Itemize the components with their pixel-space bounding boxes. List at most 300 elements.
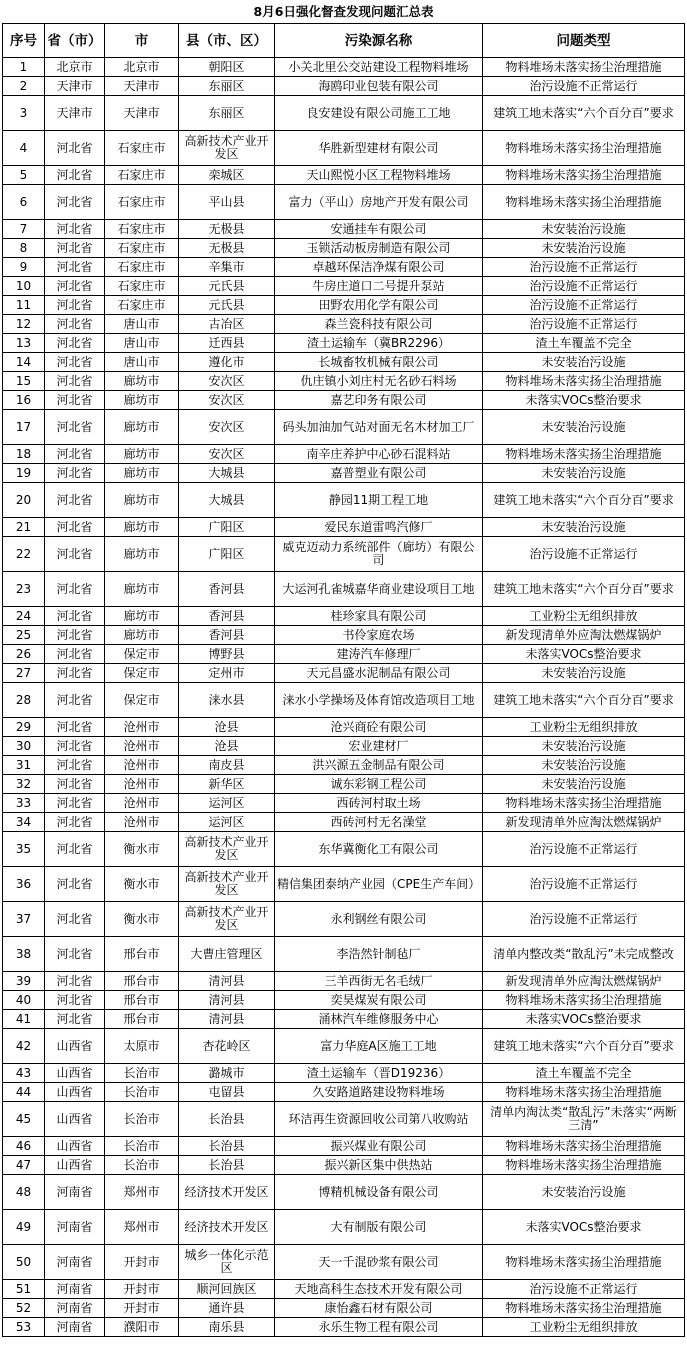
cell-county: 安次区 [179, 445, 275, 464]
cell-problem-type: 治污设施不正常运行 [483, 537, 685, 572]
table-row [3, 1245, 685, 1280]
cell-pollution-source: 桂珍家具有限公司 [275, 607, 483, 626]
cell-index: 4 [3, 131, 45, 166]
cell-county: 博野县 [179, 645, 275, 664]
cell-province: 河南省 [45, 1318, 105, 1337]
cell-city: 沧州市 [105, 737, 179, 756]
cell-province: 河北省 [45, 277, 105, 296]
table-row [3, 131, 685, 166]
cell-province: 河北省 [45, 718, 105, 737]
cell-pollution-source: 爱民东道雷鸣汽修厂 [275, 518, 483, 537]
cell-pollution-source: 森兰瓷科技有限公司 [275, 315, 483, 334]
cell-problem-type: 未安装治污设施 [483, 664, 685, 683]
cell-problem-type: 未安装治污设施 [483, 464, 685, 483]
cell-problem-type: 建筑工地未落实“六个百分百”要求 [483, 96, 685, 131]
cell-city: 廊坊市 [105, 391, 179, 410]
cell-county: 东丽区 [179, 77, 275, 96]
cell-pollution-source: 博精机械设备有限公司 [275, 1175, 483, 1210]
cell-problem-type: 未安装治污设施 [483, 518, 685, 537]
table-row [3, 1280, 685, 1299]
cell-county: 栾城区 [179, 166, 275, 185]
cell-province: 河北省 [45, 372, 105, 391]
cell-province: 河北省 [45, 315, 105, 334]
cell-index: 48 [3, 1175, 45, 1210]
cell-county: 清河县 [179, 972, 275, 991]
cell-county: 运河区 [179, 794, 275, 813]
cell-city: 长治市 [105, 1064, 179, 1083]
cell-pollution-source: 环洁再生资源回收公司第八收购站 [275, 1102, 483, 1137]
cell-index: 51 [3, 1280, 45, 1299]
inspection-table [2, 23, 685, 1337]
cell-county: 清河县 [179, 991, 275, 1010]
cell-index: 23 [3, 572, 45, 607]
cell-problem-type: 未安装治污设施 [483, 775, 685, 794]
table-row [3, 683, 685, 718]
cell-city: 长治市 [105, 1137, 179, 1156]
cell-province: 河北省 [45, 353, 105, 372]
cell-city: 天津市 [105, 96, 179, 131]
cell-county: 大城县 [179, 464, 275, 483]
cell-province: 河南省 [45, 1299, 105, 1318]
cell-province: 山西省 [45, 1137, 105, 1156]
header-index: 序号 [3, 24, 45, 58]
table-title: 8月6日强化督查发现问题汇总表 [253, 4, 434, 19]
cell-problem-type: 未安装治污设施 [483, 220, 685, 239]
table-row [3, 537, 685, 572]
cell-index: 45 [3, 1102, 45, 1137]
cell-problem-type: 未落实VOCs整治要求 [483, 1210, 685, 1245]
cell-city: 衡水市 [105, 867, 179, 902]
cell-pollution-source: 奕昊煤炭有限公司 [275, 991, 483, 1010]
cell-province: 河北省 [45, 902, 105, 937]
cell-city: 保定市 [105, 645, 179, 664]
cell-problem-type: 未安装治污设施 [483, 737, 685, 756]
cell-problem-type: 未落实VOCs整治要求 [483, 645, 685, 664]
header-province: 省（市） [45, 24, 105, 58]
cell-index: 12 [3, 315, 45, 334]
table-row [3, 572, 685, 607]
cell-province: 河北省 [45, 756, 105, 775]
table-row [3, 626, 685, 645]
table-row [3, 96, 685, 131]
cell-city: 廊坊市 [105, 626, 179, 645]
cell-problem-type: 治污设施不正常运行 [483, 296, 685, 315]
cell-pollution-source: 诚东彩钢工程公司 [275, 775, 483, 794]
cell-province: 河北省 [45, 794, 105, 813]
table-row [3, 1029, 685, 1064]
cell-pollution-source: 长城畜牧机械有限公司 [275, 353, 483, 372]
table-row [3, 737, 685, 756]
cell-problem-type: 建筑工地未落实“六个百分百”要求 [483, 572, 685, 607]
cell-problem-type: 未落实VOCs整治要求 [483, 1010, 685, 1029]
cell-county: 运河区 [179, 813, 275, 832]
cell-index: 46 [3, 1137, 45, 1156]
header-city: 市 [105, 24, 179, 58]
cell-province: 河北省 [45, 464, 105, 483]
cell-city: 石家庄市 [105, 185, 179, 220]
cell-county: 安次区 [179, 391, 275, 410]
cell-pollution-source: 田野农用化学有限公司 [275, 296, 483, 315]
cell-pollution-source: 振兴新区集中供热站 [275, 1156, 483, 1175]
table-row [3, 756, 685, 775]
cell-index: 49 [3, 1210, 45, 1245]
cell-province: 河北省 [45, 445, 105, 464]
cell-problem-type: 治污设施不正常运行 [483, 902, 685, 937]
cell-index: 10 [3, 277, 45, 296]
cell-province: 河北省 [45, 296, 105, 315]
cell-province: 河北省 [45, 334, 105, 353]
table-row [3, 391, 685, 410]
table-row [3, 372, 685, 391]
cell-problem-type: 治污设施不正常运行 [483, 277, 685, 296]
cell-problem-type: 物料堆场未落实扬尘治理措施 [483, 58, 685, 77]
cell-pollution-source: 大运河孔雀城嘉华商业建设项目工地 [275, 572, 483, 607]
table-row [3, 77, 685, 96]
cell-problem-type: 治污设施不正常运行 [483, 1280, 685, 1299]
cell-county: 沧县 [179, 718, 275, 737]
cell-city: 郑州市 [105, 1175, 179, 1210]
cell-problem-type: 治污设施不正常运行 [483, 258, 685, 277]
table-row [3, 410, 685, 445]
cell-pollution-source: 牛房庄道口二号提升泵站 [275, 277, 483, 296]
cell-pollution-source: 安通挂车有限公司 [275, 220, 483, 239]
header-row [3, 24, 685, 58]
cell-city: 廊坊市 [105, 537, 179, 572]
cell-city: 邢台市 [105, 937, 179, 972]
table-row [3, 277, 685, 296]
cell-city: 邢台市 [105, 972, 179, 991]
cell-problem-type: 物料堆场未落实扬尘治理措施 [483, 445, 685, 464]
cell-province: 山西省 [45, 1102, 105, 1137]
cell-pollution-source: 东华冀衡化工有限公司 [275, 832, 483, 867]
cell-county: 无极县 [179, 220, 275, 239]
cell-pollution-source: 嘉艺印务有限公司 [275, 391, 483, 410]
cell-county: 无极县 [179, 239, 275, 258]
cell-pollution-source: 小关北里公交站建设工程物料堆场 [275, 58, 483, 77]
cell-province: 河北省 [45, 572, 105, 607]
cell-pollution-source: 海鸥印业包装有限公司 [275, 77, 483, 96]
cell-county: 元氏县 [179, 277, 275, 296]
cell-index: 52 [3, 1299, 45, 1318]
cell-city: 郑州市 [105, 1210, 179, 1245]
cell-problem-type: 未安装治污设施 [483, 410, 685, 445]
cell-city: 廊坊市 [105, 372, 179, 391]
cell-pollution-source: 天一千混砂浆有限公司 [275, 1245, 483, 1280]
cell-city: 廊坊市 [105, 572, 179, 607]
cell-city: 长治市 [105, 1156, 179, 1175]
cell-province: 山西省 [45, 1156, 105, 1175]
cell-index: 24 [3, 607, 45, 626]
cell-index: 19 [3, 464, 45, 483]
cell-city: 邢台市 [105, 991, 179, 1010]
cell-county: 高新技术产业开发区 [179, 867, 275, 902]
cell-county: 长治县 [179, 1156, 275, 1175]
cell-problem-type: 治污设施不正常运行 [483, 315, 685, 334]
cell-province: 河北省 [45, 131, 105, 166]
cell-city: 石家庄市 [105, 296, 179, 315]
cell-index: 15 [3, 372, 45, 391]
cell-province: 天津市 [45, 96, 105, 131]
cell-index: 27 [3, 664, 45, 683]
table-row [3, 58, 685, 77]
cell-province: 河北省 [45, 518, 105, 537]
table-row [3, 1137, 685, 1156]
cell-pollution-source: 码头加油加气站对面无名木材加工厂 [275, 410, 483, 445]
cell-city: 开封市 [105, 1280, 179, 1299]
cell-pollution-source: 富力（平山）房地产开发有限公司 [275, 185, 483, 220]
cell-county: 清河县 [179, 1010, 275, 1029]
cell-index: 6 [3, 185, 45, 220]
cell-city: 开封市 [105, 1245, 179, 1280]
cell-province: 河北省 [45, 737, 105, 756]
table-row [3, 220, 685, 239]
table-row [3, 296, 685, 315]
cell-county: 高新技术产业开发区 [179, 902, 275, 937]
cell-pollution-source: 西砖河村无名澡堂 [275, 813, 483, 832]
cell-index: 47 [3, 1156, 45, 1175]
cell-city: 保定市 [105, 664, 179, 683]
cell-pollution-source: 良安建设有限公司施工工地 [275, 96, 483, 131]
cell-province: 河北省 [45, 813, 105, 832]
cell-index: 28 [3, 683, 45, 718]
cell-city: 廊坊市 [105, 518, 179, 537]
cell-city: 沧州市 [105, 813, 179, 832]
cell-province: 河北省 [45, 483, 105, 518]
cell-pollution-source: 沧兴商砼有限公司 [275, 718, 483, 737]
cell-index: 50 [3, 1245, 45, 1280]
cell-county: 高新技术产业开发区 [179, 131, 275, 166]
cell-pollution-source: 涌林汽车维修服务中心 [275, 1010, 483, 1029]
cell-pollution-source: 威克迈动力系统部件（廊坊）有限公司 [275, 537, 483, 572]
table-row [3, 1210, 685, 1245]
cell-index: 36 [3, 867, 45, 902]
cell-pollution-source: 天元昌盛水泥制品有限公司 [275, 664, 483, 683]
cell-county: 杏花岭区 [179, 1029, 275, 1064]
cell-province: 河南省 [45, 1210, 105, 1245]
cell-pollution-source: 南辛庄养护中心砂石混料站 [275, 445, 483, 464]
cell-pollution-source: 永利钢丝有限公司 [275, 902, 483, 937]
cell-city: 天津市 [105, 77, 179, 96]
cell-county: 安次区 [179, 410, 275, 445]
cell-pollution-source: 富力华庭A区施工工地 [275, 1029, 483, 1064]
cell-province: 河北省 [45, 832, 105, 867]
cell-pollution-source: 渣土运输车（晋D19236） [275, 1064, 483, 1083]
cell-problem-type: 清单内整改类“散乱污”未完成整改 [483, 937, 685, 972]
cell-city: 石家庄市 [105, 220, 179, 239]
cell-problem-type: 物料堆场未落实扬尘治理措施 [483, 185, 685, 220]
cell-pollution-source: 仇庄镇小刘庄村无名砂石料场 [275, 372, 483, 391]
cell-province: 河北省 [45, 410, 105, 445]
cell-problem-type: 物料堆场未落实扬尘治理措施 [483, 794, 685, 813]
table-row [3, 645, 685, 664]
cell-province: 河北省 [45, 775, 105, 794]
cell-county: 大曹庄管理区 [179, 937, 275, 972]
cell-pollution-source: 宏业建材厂 [275, 737, 483, 756]
cell-problem-type: 新发现清单外应淘汰燃煤锅炉 [483, 972, 685, 991]
cell-county: 迁西县 [179, 334, 275, 353]
cell-problem-type: 新发现清单外应淘汰燃煤锅炉 [483, 626, 685, 645]
cell-city: 石家庄市 [105, 239, 179, 258]
cell-pollution-source: 李浩然针制毡厂 [275, 937, 483, 972]
header-problem-type: 问题类型 [483, 24, 685, 58]
cell-problem-type: 渣土车覆盖不完全 [483, 334, 685, 353]
cell-province: 山西省 [45, 1064, 105, 1083]
cell-index: 29 [3, 718, 45, 737]
cell-county: 经济技术开发区 [179, 1210, 275, 1245]
cell-problem-type: 治污设施不正常运行 [483, 832, 685, 867]
cell-problem-type: 新发现清单外应淘汰燃煤锅炉 [483, 813, 685, 832]
cell-index: 21 [3, 518, 45, 537]
cell-county: 潞城市 [179, 1064, 275, 1083]
cell-pollution-source: 嘉普塑业有限公司 [275, 464, 483, 483]
cell-province: 河北省 [45, 166, 105, 185]
header-county: 县（市、区） [179, 24, 275, 58]
cell-problem-type: 工业粉尘无组织排放 [483, 607, 685, 626]
table-row [3, 718, 685, 737]
cell-pollution-source: 静园11期工程工地 [275, 483, 483, 518]
cell-problem-type: 治污设施不正常运行 [483, 77, 685, 96]
cell-problem-type: 建筑工地未落实“六个百分百”要求 [483, 483, 685, 518]
cell-city: 石家庄市 [105, 166, 179, 185]
cell-city: 唐山市 [105, 315, 179, 334]
cell-index: 44 [3, 1083, 45, 1102]
cell-problem-type: 物料堆场未落实扬尘治理措施 [483, 1299, 685, 1318]
cell-province: 河北省 [45, 239, 105, 258]
cell-index: 2 [3, 77, 45, 96]
cell-index: 14 [3, 353, 45, 372]
cell-problem-type: 物料堆场未落实扬尘治理措施 [483, 1156, 685, 1175]
cell-index: 32 [3, 775, 45, 794]
cell-county: 高新技术产业开发区 [179, 832, 275, 867]
cell-county: 顺河回族区 [179, 1280, 275, 1299]
cell-city: 长治市 [105, 1083, 179, 1102]
cell-pollution-source: 康怡鑫石材有限公司 [275, 1299, 483, 1318]
cell-index: 39 [3, 972, 45, 991]
cell-problem-type: 物料堆场未落实扬尘治理措施 [483, 166, 685, 185]
cell-index: 34 [3, 813, 45, 832]
cell-county: 遵化市 [179, 353, 275, 372]
table-row [3, 483, 685, 518]
cell-city: 衡水市 [105, 832, 179, 867]
cell-city: 沧州市 [105, 794, 179, 813]
cell-index: 40 [3, 991, 45, 1010]
cell-pollution-source: 建涛汽车修理厂 [275, 645, 483, 664]
cell-index: 9 [3, 258, 45, 277]
cell-province: 河北省 [45, 664, 105, 683]
cell-index: 33 [3, 794, 45, 813]
cell-county: 长治县 [179, 1137, 275, 1156]
cell-province: 河北省 [45, 937, 105, 972]
cell-province: 河北省 [45, 258, 105, 277]
cell-province: 山西省 [45, 1083, 105, 1102]
cell-county: 广阳区 [179, 518, 275, 537]
cell-city: 太原市 [105, 1029, 179, 1064]
cell-index: 42 [3, 1029, 45, 1064]
cell-province: 河北省 [45, 867, 105, 902]
cell-city: 沧州市 [105, 756, 179, 775]
cell-index: 26 [3, 645, 45, 664]
cell-problem-type: 建筑工地未落实“六个百分百”要求 [483, 1029, 685, 1064]
cell-index: 25 [3, 626, 45, 645]
cell-province: 河北省 [45, 607, 105, 626]
cell-province: 河北省 [45, 645, 105, 664]
cell-index: 53 [3, 1318, 45, 1337]
cell-pollution-source: 洪兴源五金制品有限公司 [275, 756, 483, 775]
table-row [3, 166, 685, 185]
table-row [3, 1064, 685, 1083]
cell-city: 石家庄市 [105, 131, 179, 166]
cell-county: 南乐县 [179, 1318, 275, 1337]
cell-city: 北京市 [105, 58, 179, 77]
cell-problem-type: 清单内淘汰类“散乱污”未落实“两断三清” [483, 1102, 685, 1137]
cell-index: 20 [3, 483, 45, 518]
cell-problem-type: 物料堆场未落实扬尘治理措施 [483, 1083, 685, 1102]
cell-county: 古冶区 [179, 315, 275, 334]
cell-problem-type: 物料堆场未落实扬尘治理措施 [483, 131, 685, 166]
cell-city: 唐山市 [105, 334, 179, 353]
table-row [3, 1318, 685, 1337]
cell-province: 河北省 [45, 220, 105, 239]
table-row [3, 464, 685, 483]
cell-index: 17 [3, 410, 45, 445]
cell-province: 河北省 [45, 972, 105, 991]
table-row [3, 664, 685, 683]
cell-pollution-source: 渣土运输车（冀BR2296） [275, 334, 483, 353]
cell-index: 22 [3, 537, 45, 572]
cell-pollution-source: 涞水小学操场及体育馆改造项目工地 [275, 683, 483, 718]
cell-county: 通许县 [179, 1299, 275, 1318]
cell-county: 屯留县 [179, 1083, 275, 1102]
cell-province: 河北省 [45, 537, 105, 572]
cell-pollution-source: 大有制版有限公司 [275, 1210, 483, 1245]
cell-pollution-source: 卓越环保洁净煤有限公司 [275, 258, 483, 277]
cell-province: 河北省 [45, 1010, 105, 1029]
table-row [3, 518, 685, 537]
table-row [3, 991, 685, 1010]
cell-index: 35 [3, 832, 45, 867]
table-row [3, 794, 685, 813]
cell-county: 城乡一体化示范区 [179, 1245, 275, 1280]
cell-city: 衡水市 [105, 902, 179, 937]
table-row [3, 972, 685, 991]
cell-city: 濮阳市 [105, 1318, 179, 1337]
cell-province: 河南省 [45, 1175, 105, 1210]
table-row [3, 902, 685, 937]
table-row [3, 185, 685, 220]
cell-index: 11 [3, 296, 45, 315]
cell-index: 5 [3, 166, 45, 185]
table-row [3, 1299, 685, 1318]
cell-city: 石家庄市 [105, 277, 179, 296]
table-row [3, 334, 685, 353]
table-row [3, 937, 685, 972]
table-row [3, 1102, 685, 1137]
cell-pollution-source: 天山熙悦小区工程物料堆场 [275, 166, 483, 185]
cell-problem-type: 未安装治污设施 [483, 353, 685, 372]
cell-county: 元氏县 [179, 296, 275, 315]
table-row [3, 353, 685, 372]
cell-index: 18 [3, 445, 45, 464]
cell-county: 南皮县 [179, 756, 275, 775]
cell-problem-type: 建筑工地未落实“六个百分百”要求 [483, 683, 685, 718]
cell-problem-type: 未落实VOCs整治要求 [483, 391, 685, 410]
cell-city: 长治市 [105, 1102, 179, 1137]
cell-county: 东丽区 [179, 96, 275, 131]
cell-province: 河北省 [45, 683, 105, 718]
cell-problem-type: 物料堆场未落实扬尘治理措施 [483, 1245, 685, 1280]
cell-pollution-source: 永乐生物工程有限公司 [275, 1318, 483, 1337]
cell-county: 大城县 [179, 483, 275, 518]
